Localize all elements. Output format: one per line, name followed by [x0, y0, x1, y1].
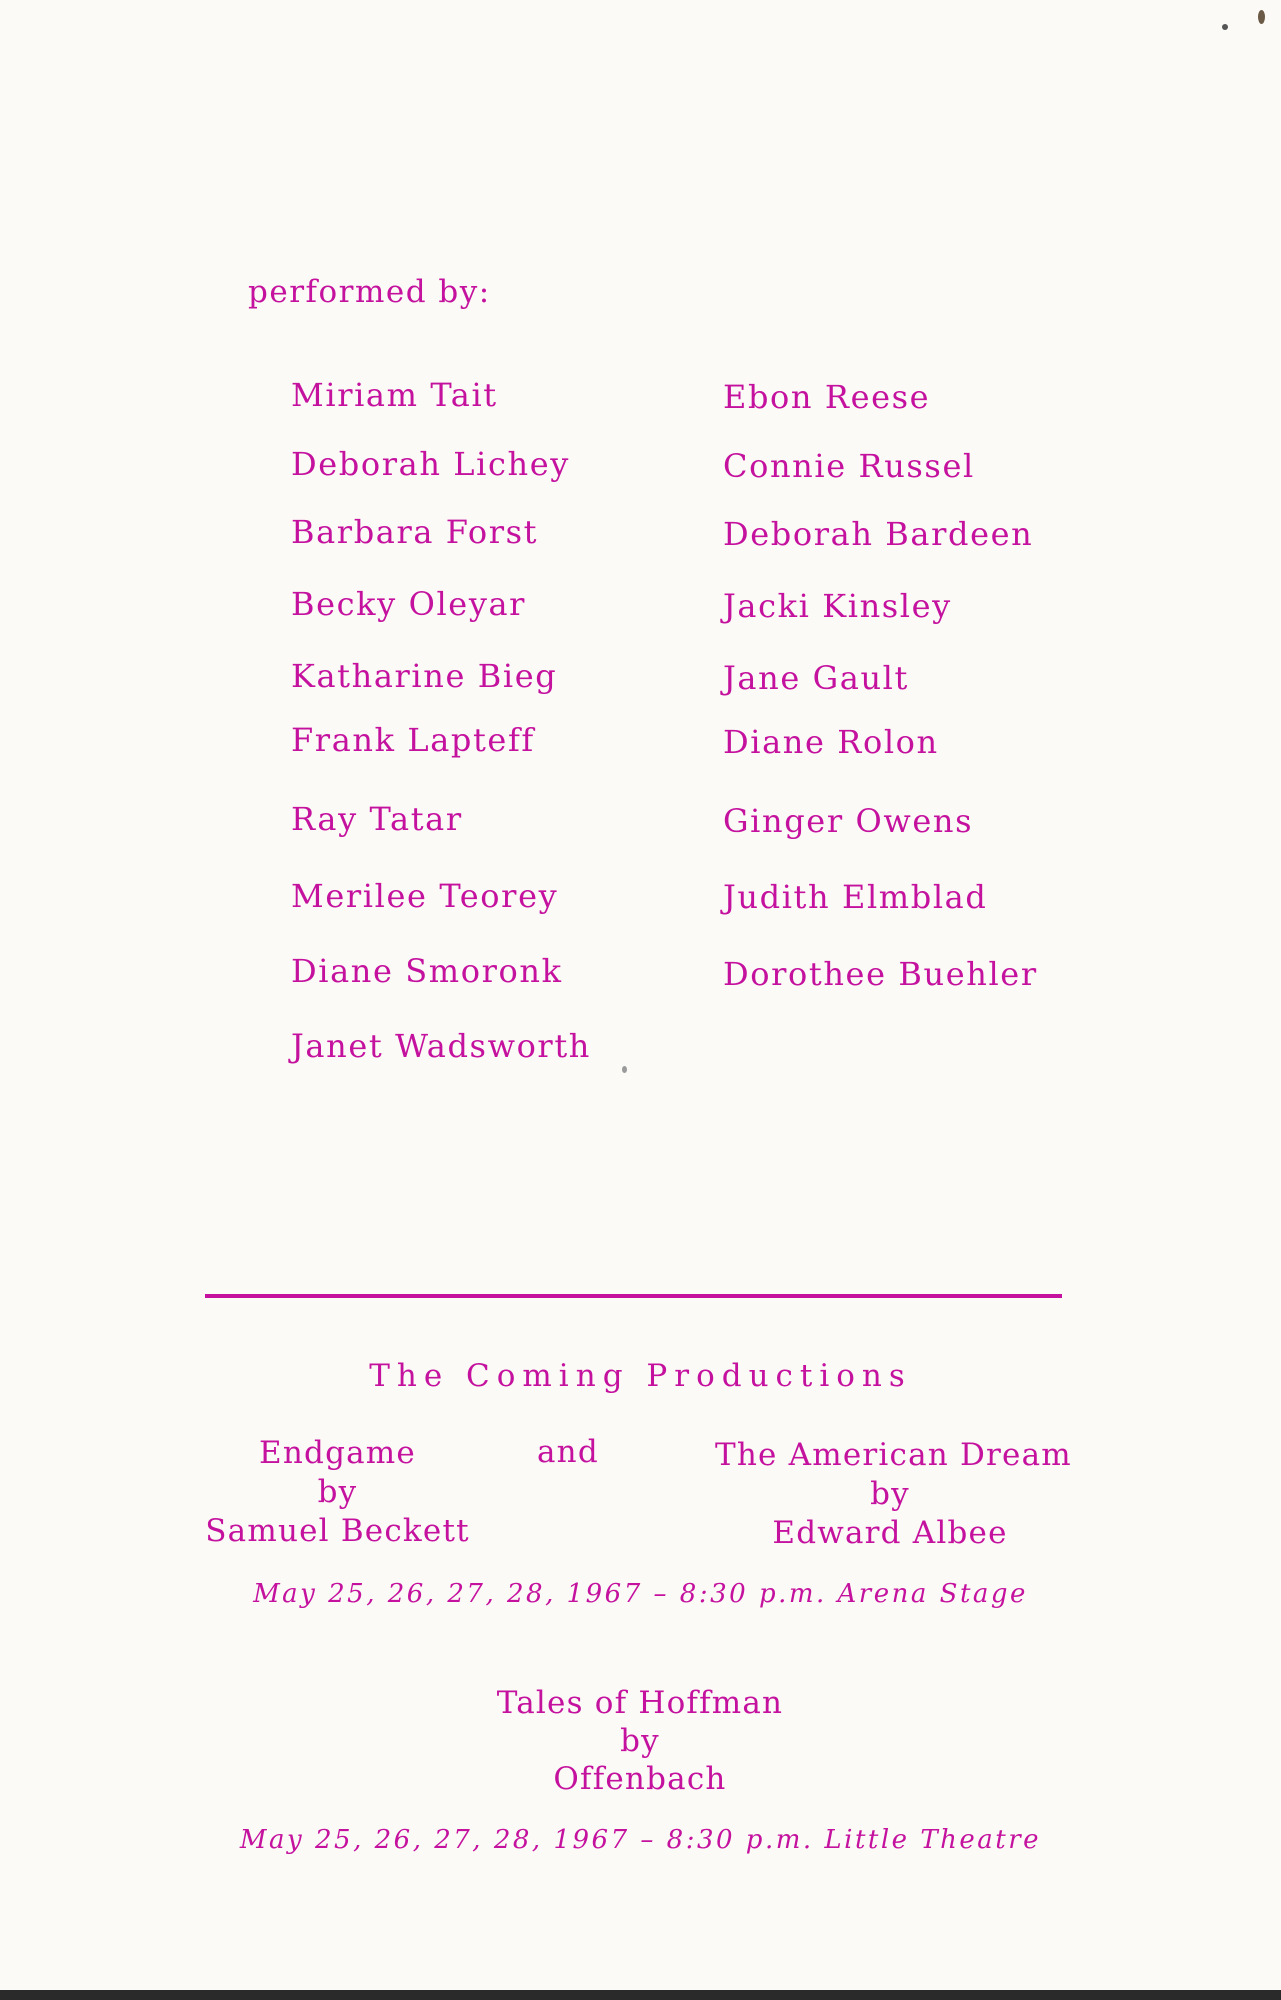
cast-name: Miriam Tait	[291, 376, 498, 414]
production-by: by	[620, 1723, 660, 1759]
production-author: Offenbach	[553, 1761, 727, 1797]
cast-name: Deborah Lichey	[291, 445, 570, 483]
section-divider	[205, 1294, 1062, 1298]
cast-name: Deborah Bardeen	[723, 515, 1034, 553]
cast-name: Becky Oleyar	[291, 585, 527, 623]
cast-name: Jane Gault	[723, 659, 909, 697]
production-american-dream	[715, 1436, 1072, 1553]
cast-name: Diane Smoronk	[291, 952, 563, 990]
cast-name: Merilee Teorey	[291, 877, 559, 915]
cast-name: Dorothee Buehler	[723, 955, 1038, 993]
production-by: by	[317, 1474, 358, 1510]
production-author: Edward Albee	[772, 1515, 1008, 1551]
production-title: Endgame	[259, 1435, 416, 1471]
paper-speck	[622, 1066, 627, 1073]
paper-speck	[1222, 24, 1228, 30]
production-title: Tales of Hoffman	[496, 1685, 784, 1721]
production-tales-of-hoffman	[440, 1684, 840, 1798]
staple-mark	[1258, 10, 1265, 24]
production-by: by	[870, 1476, 910, 1512]
cast-name: Frank Lapteff	[291, 721, 535, 759]
cast-name: Jacki Kinsley	[723, 587, 952, 625]
production-title: The American Dream	[715, 1437, 1072, 1473]
cast-name: Ebon Reese	[723, 378, 931, 416]
page-bottom-edge	[0, 1990, 1281, 2000]
cast-name: Judith Elmblad	[723, 878, 988, 916]
performed-by-heading: performed by:	[248, 274, 491, 310]
cast-name: Diane Rolon	[723, 723, 939, 761]
production-dates-arena: May 25, 26, 27, 28, 1967 – 8:30 p.m. Arena Stage	[253, 1579, 1028, 1609]
production-author: Samuel Beckett	[205, 1513, 470, 1549]
cast-name: Katharine Bieg	[291, 657, 558, 695]
cast-name: Connie Russel	[723, 447, 975, 485]
production-endgame	[200, 1434, 475, 1551]
conjunction-and: and	[537, 1434, 599, 1470]
cast-name: Ginger Owens	[723, 802, 974, 840]
cast-name: Barbara Forst	[291, 513, 539, 551]
cast-name: Ray Tatar	[291, 800, 463, 838]
cast-name: Janet Wadsworth	[291, 1027, 591, 1065]
production-dates-little-theatre: May 25, 26, 27, 28, 1967 – 8:30 p.m. Little Theatre	[239, 1825, 1042, 1855]
coming-productions-title: The Coming Productions	[369, 1358, 912, 1394]
